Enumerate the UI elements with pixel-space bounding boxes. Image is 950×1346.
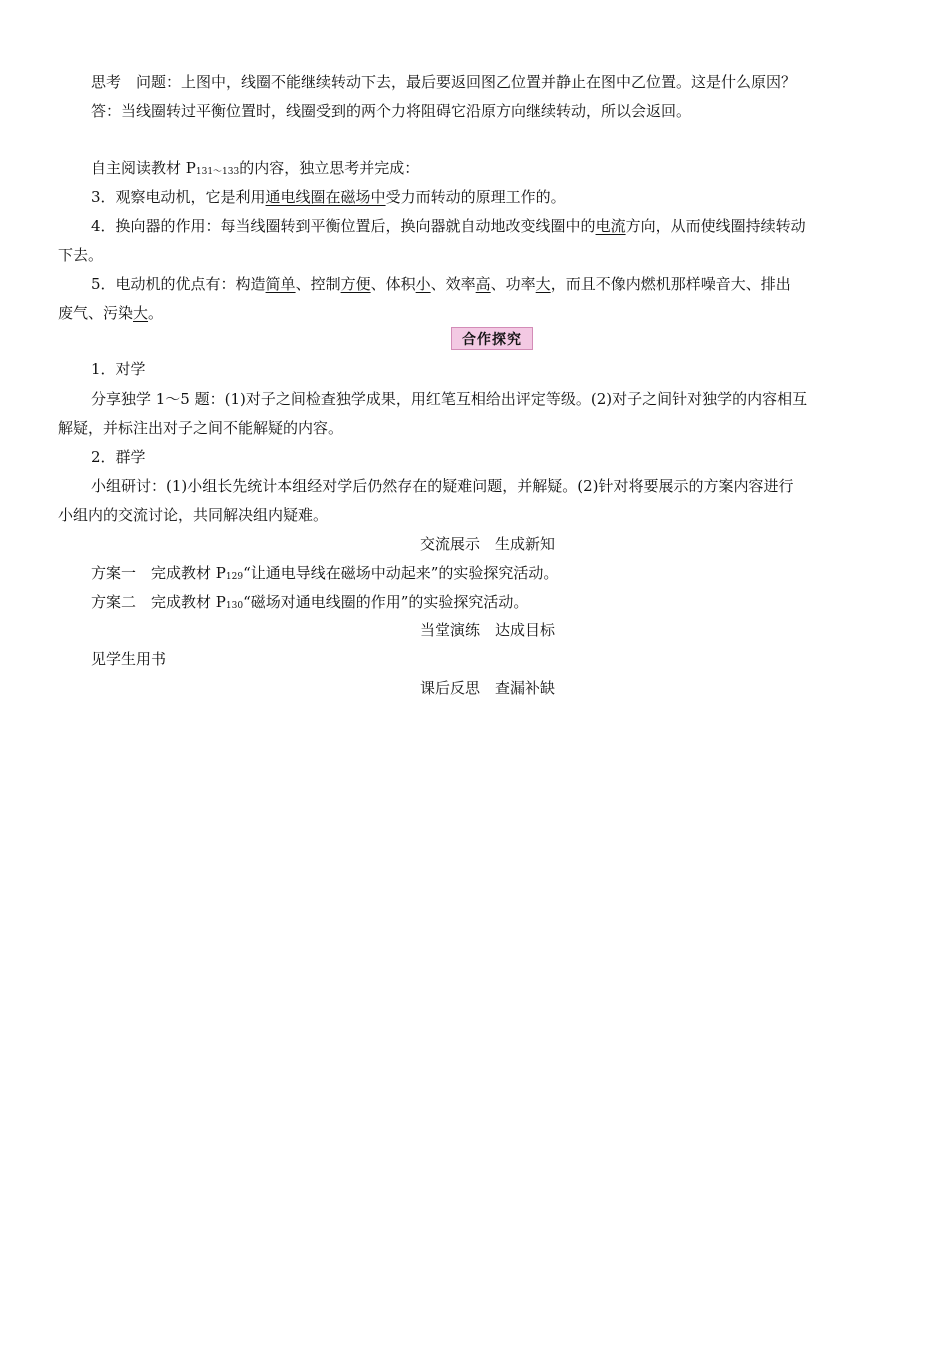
- plan-1-pre: 完成教材 P: [151, 564, 226, 582]
- think-question: 问题：上图中，线圈不能继续转动下去，最后要返回图乙位置并静止在图中乙位置。这是什么原因？: [136, 73, 797, 91]
- item-3-answer: 通电线圈在磁场中: [265, 188, 386, 206]
- plan-2-pre: 完成教材 P: [151, 593, 226, 611]
- reading-pre: 自主阅读教材 P: [91, 159, 196, 177]
- item-3-post: 受力而转动的原理工作的。: [385, 188, 566, 206]
- section-stamp-cooperative-inquiry: [451, 327, 533, 350]
- item-4-answer: 电流: [595, 217, 626, 235]
- section-heading-practice: 当堂演练 达成目标: [419, 621, 555, 639]
- think-label: 思考: [91, 73, 122, 91]
- item-3-pre: 3．观察电动机，它是利用: [91, 188, 266, 206]
- item-5-text-3: 、体积: [370, 275, 416, 293]
- plan-1-post: “让通电导线在磁场中动起来”的实验探究活动。: [243, 564, 559, 582]
- item-5-answer-4: 高: [475, 275, 491, 293]
- plan-2-post: “磁场对通电线圈的作用”的实验探究活动。: [243, 593, 529, 611]
- reading-pages: 131～133: [195, 167, 240, 177]
- pair-study-heading: 1．对学: [91, 360, 146, 378]
- plan-1-label: 方案一: [91, 564, 137, 582]
- pair-study-line-1: 分享独学 1～5 题：(1)对子之间检查独学成果，用红笔互相给出评定等级。(2)对子之间针对独学的内容相互: [91, 390, 808, 408]
- item-5-answer-1: 简单: [265, 275, 296, 293]
- plan-2-page: 130: [225, 601, 244, 611]
- item-5-text-1: 5．电动机的优点有：构造: [91, 275, 266, 293]
- item-4-post: 方向，从而使线圈持续转动: [625, 217, 806, 235]
- item-5-answer-6: 大: [133, 304, 149, 322]
- item-4: [91, 216, 806, 236]
- item-3: [91, 187, 566, 207]
- item-5-answer-5: 大: [535, 275, 551, 293]
- item-5: [91, 274, 791, 294]
- section-heading-reflection: 课后反思 查漏补缺: [419, 679, 555, 697]
- see-student-book: 见学生用书: [91, 650, 167, 668]
- item-5-text-4: 、效率: [430, 275, 476, 293]
- item-5-answer-3: 小: [415, 275, 431, 293]
- item-4-continuation: 下去。: [58, 246, 104, 264]
- plan-1: [91, 563, 558, 586]
- think-answer: 答：当线圈转过平衡位置时，线圈受到的两个力将阻碍它沿原方向继续转动，所以会返回。: [91, 102, 692, 120]
- item-5-text-6: ，而且不像内燃机那样噪音大、排出: [550, 275, 791, 293]
- item-4-pre: 4．换向器的作用：每当线圈转到平衡位置后，换向器就自动地改变线圈中的: [91, 217, 596, 235]
- plan-2: [91, 592, 528, 615]
- group-study-line-1: 小组研讨：(1)小组长先统计本组经对学后仍然存在的疑难问题，并解疑。(2)针对将要展示的方案内容进行: [91, 477, 794, 495]
- reading-post: 的内容，独立思考并完成：: [239, 159, 420, 177]
- item-5-text-2: 、控制: [295, 275, 341, 293]
- item-5-continuation: [58, 303, 163, 323]
- item-5-answer-2: 方便: [340, 275, 371, 293]
- group-study-heading: 2．群学: [91, 448, 146, 466]
- think-question-line: [91, 72, 796, 92]
- section-heading-exchange: 交流展示 生成新知: [419, 535, 555, 553]
- item-5-cont-2: 。: [148, 304, 164, 322]
- group-study-line-2: 小组内的交流讨论，共同解决组内疑难。: [58, 506, 329, 524]
- reading-instruction: [91, 158, 419, 181]
- plan-2-label: 方案二: [91, 593, 137, 611]
- plan-1-page: 129: [225, 572, 244, 582]
- item-5-cont-1: 废气、污染: [58, 304, 134, 322]
- stamp-label: 合作探究: [462, 331, 522, 348]
- item-5-text-5: 、功率: [490, 275, 536, 293]
- pair-study-line-2: 解疑，并标注出对子之间不能解疑的内容。: [58, 419, 344, 437]
